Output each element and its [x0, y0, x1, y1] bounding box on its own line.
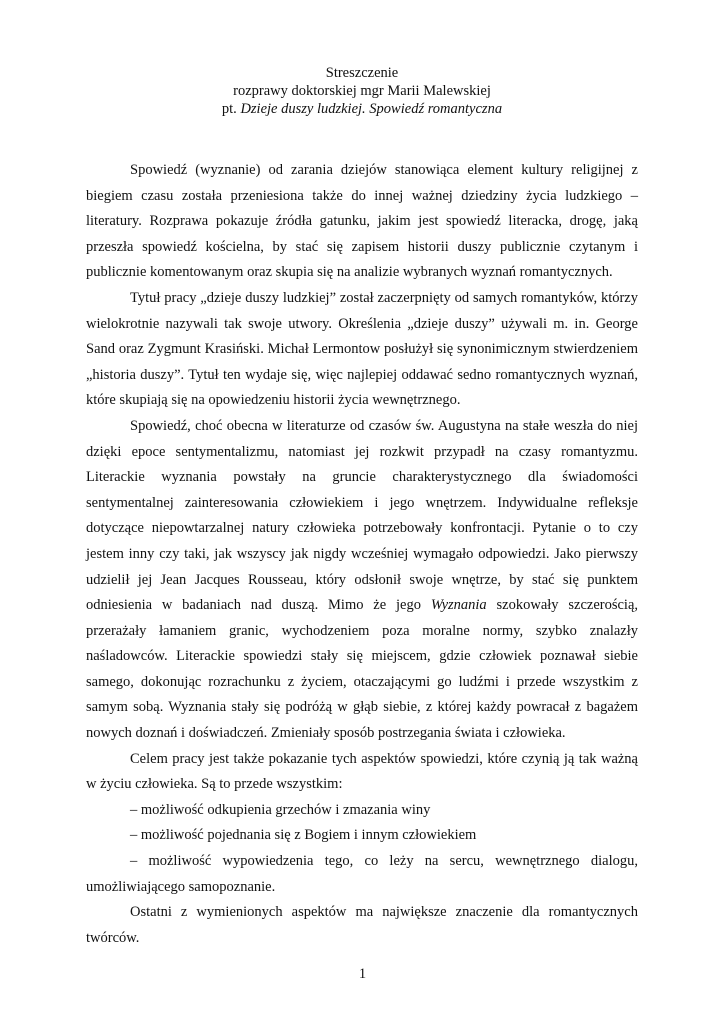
page-number: 1 [358, 966, 367, 982]
paragraph-3-italic-title: Wyznania [430, 597, 487, 614]
paragraph-4: Celem pracy jest także pokazanie tych aspektów spowiedzi, które czynią ją tak ważną w życiu człowieka. Są to przede wszystkim: [86, 750, 638, 793]
paragraph-3 [86, 414, 638, 747]
header-work-title [86, 100, 638, 118]
list-item-1: – możliwość odkupienia grzechów i zmazania winy [130, 801, 431, 818]
paragraph-3-text-a: Spowiedź, choć obecna w literaturze od czasów św. Augustyna na stałe weszła do niej dzięki epoce sentymentalizmu, natomiast jej rozkwit przypadł na czasy romantyzmu. Literackie wyznania powstały na gruncie charakterystycznego dla świadomości sentymentalnej zainteresowania człowiekiem i jego wnętrzem. Indywidualne refleksje dotyczące niepowtarzalnej natury człowieka potrzebowały konfrontacji. Pytanie o to czy jestem inny czy taki, jak wszyscy jak nigdy wcześniej wymagało odpowiedzi. Jako pierwszy udzielił jej Jean Jacques Rousseau, który odsłonił swoje wnętrze, by stać się punktem odniesienia w badaniach nad duszą. Mimo że jego [86, 417, 638, 614]
list-item-2: – możliwość pojednania się z Bogiem i innym człowiekiem [130, 827, 477, 844]
header-dissertation-title: Dzieje duszy ludzkiej. Spowiedź romantyczna [240, 101, 503, 117]
paragraph-1: Spowiedź (wyznanie) od zarania dziejów stanowiąca element kultury religijnej z biegiem czasu została przeniesiona także do innej ważnej dziedziny życia ludzkiego – literatury. Rozprawa pokazuje źródła gatunku, jakim jest spowiedź literacka, drogę, jaką przeszła spowiedź kościelna, by stać się zapisem historii duszy publicznie czytanym i publicznie komentowanym oraz skupia się na analizie wybranych wyznań romantycznych. [86, 162, 638, 281]
list-item-3: – możliwość wypowiedzenia tego, co leży na sercu, wewnętrznego dialogu, umożliwiającego samopoznanie. [86, 853, 638, 895]
paragraph-5: Ostatni z wymienionych aspektów ma największe znaczenie dla romantycznych twórców. [86, 904, 638, 946]
header-subtitle: rozprawy doktorskiej mgr Marii Malewskiej [233, 83, 491, 99]
paragraph-3-text-b: szokowały szczerością, przerażały łamaniem granic, wychodzeniem poza moralne normy, szybko znalazły naśladowców. Literackie spowiedzi stały się miejscem, gdzie człowiek poznawał siebie samego, dokonując rozrachunku z życiem, otaczającymi go ludźmi i przede wszystkim z samym sobą. Wyznania stały się podróżą w głąb siebie, z której każdy powracał z bagażem nowych doznań i doświadczeń. Zmieniały sposób postrzegania świata i człowieka. [86, 597, 639, 742]
header-prefix: pt. [221, 101, 237, 117]
header-title: Streszczenie [325, 65, 399, 81]
paragraph-2: Tytuł pracy „dzieje duszy ludzkiej” został zaczerpnięty od samych romantyków, którzy wielokrotnie nazywali tak swoje utwory. Określenia „dzieje duszy” używali m. in. George Sand oraz Zygmunt Krasiński. Michał Lermontow posłużył się synonimicznym stwierdzeniem „historia duszy”. Tytuł ten wydaje się, więc najlepiej oddawać sedno romantycznych wyznań, które skupiają się na opowiedzeniu historii życia wewnętrznego. [86, 289, 638, 409]
document-header [86, 64, 638, 118]
document-body [86, 158, 638, 951]
